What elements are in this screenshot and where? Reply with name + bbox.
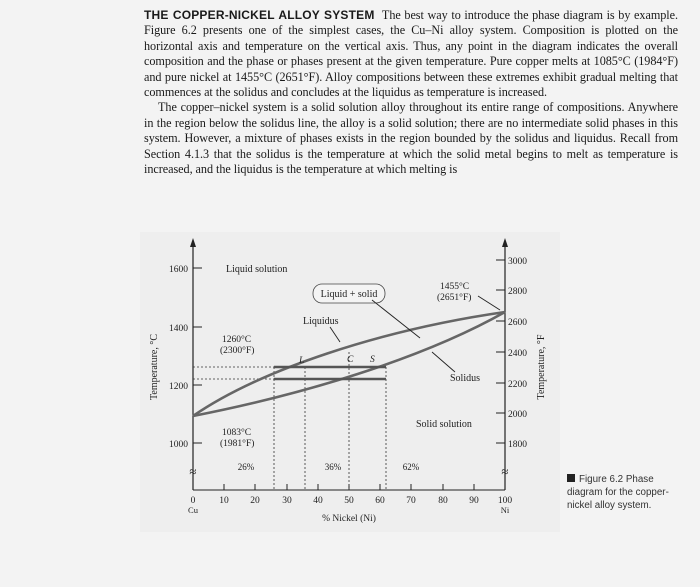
- x-tick-20: 20: [250, 496, 260, 506]
- section-heading: THE COPPER-NICKEL ALLOY SYSTEM: [144, 8, 375, 22]
- figure-caption: [567, 473, 677, 512]
- y-right-tick-2200: 2200: [508, 380, 527, 390]
- x-tick-90: 90: [469, 496, 479, 506]
- paragraph-1-text: The best way to introduce the phase diagram is by example. Figure 6.2 presents one of the simplest cases, the Cu–Ni alloy system. Composition is plotted on the horizontal axis and temperature on the vertical axis. Thus, any point in the diagram indicates the overall composition and the phase or phases present at the given temperature. Pure copper melts at 1085°C (1984°F) and pure nickel at 1455°C (2651°F). Alloy compositions between these extremes exhibit gradual melting that commences at the solidus and concludes at the liquidus as temperature is increased.: [144, 8, 678, 100]
- comp-26: 26%: [237, 462, 255, 472]
- tie-temp-c: 1260°C: [222, 335, 252, 345]
- x-tick-30: 30: [282, 496, 292, 506]
- figure-panel: [140, 232, 560, 532]
- region-solid-solution: Solid solution: [416, 419, 472, 430]
- x-tick-60: 60: [375, 496, 385, 506]
- x-tick-0: 0: [190, 496, 196, 506]
- y-right-tick-2800: 2800: [508, 287, 527, 297]
- x-end-cu: Cu: [188, 505, 198, 515]
- tie-temp-f: (2300°F): [220, 346, 255, 356]
- ni-melting-c: 1455°C: [440, 282, 470, 292]
- x-tick-10: 10: [219, 496, 229, 506]
- y-left-tick-1600: 1600: [169, 265, 188, 275]
- x-end-ni: Ni: [500, 505, 510, 515]
- liquidus-label: Liquidus: [303, 316, 339, 327]
- comp-62: 62%: [402, 462, 420, 472]
- x-axis-label: % Nickel (Ni): [322, 514, 376, 524]
- y-left-tick-1000: 1000: [169, 440, 188, 450]
- paragraph-2: The copper–nickel system is a solid solution alloy throughout its entire range of compositions. Anywhere in the region below the solidus line, the alloy is a solid solution; there are no intermediate solid phases in this system. However, a mixture of phases exists in the region bounded by the solidus and liquidus. Recall from Section 4.1.3 that the solidus is the temperature at which the solid metal begins to melt as temperature is increased, and the liquidus is the temperature at which melting is: [144, 100, 678, 177]
- y-right-tick-2600: 2600: [508, 318, 527, 328]
- right-axis-break: ≈: [501, 464, 509, 479]
- solidus-label: Solidus: [450, 373, 481, 384]
- caption-text: Phase diagram for the copper-nickel alloy system.: [567, 474, 669, 511]
- comp-36: 36%: [324, 462, 342, 472]
- x-tick-50: 50: [344, 496, 354, 506]
- region-liquid-solution: Liquid solution: [226, 264, 288, 275]
- x-tick-100: 100: [497, 496, 513, 506]
- y-right-tick-2400: 2400: [508, 349, 527, 359]
- marker-C: C: [347, 355, 354, 365]
- cu-melting-c: 1083°C: [222, 428, 252, 438]
- x-tick-70: 70: [406, 496, 416, 506]
- y-right-tick-3000: 3000: [508, 257, 527, 267]
- y-left-tick-1200: 1200: [169, 382, 188, 392]
- y-left-tick-1400: 1400: [169, 324, 188, 334]
- y-left-axis-label: Temperature, °C: [149, 333, 160, 401]
- marker-L: L: [299, 356, 305, 366]
- cu-melting-f: (1981°F): [220, 439, 255, 449]
- x-tick-40: 40: [313, 496, 323, 506]
- x-tick-80: 80: [438, 496, 448, 506]
- y-right-tick-2000: 2000: [508, 410, 527, 420]
- caption-label: Figure 6.2: [579, 474, 624, 485]
- y-right-tick-1800: 1800: [508, 440, 527, 450]
- ni-melting-f: (2651°F): [437, 293, 472, 303]
- region-liquid-plus-solid: Liquid + solid: [320, 289, 378, 300]
- marker-S: S: [370, 355, 375, 365]
- left-axis-break: ≈: [189, 464, 197, 479]
- y-right-axis-label: Temperature, °F: [536, 334, 547, 400]
- caption-bullet-icon: [567, 474, 575, 482]
